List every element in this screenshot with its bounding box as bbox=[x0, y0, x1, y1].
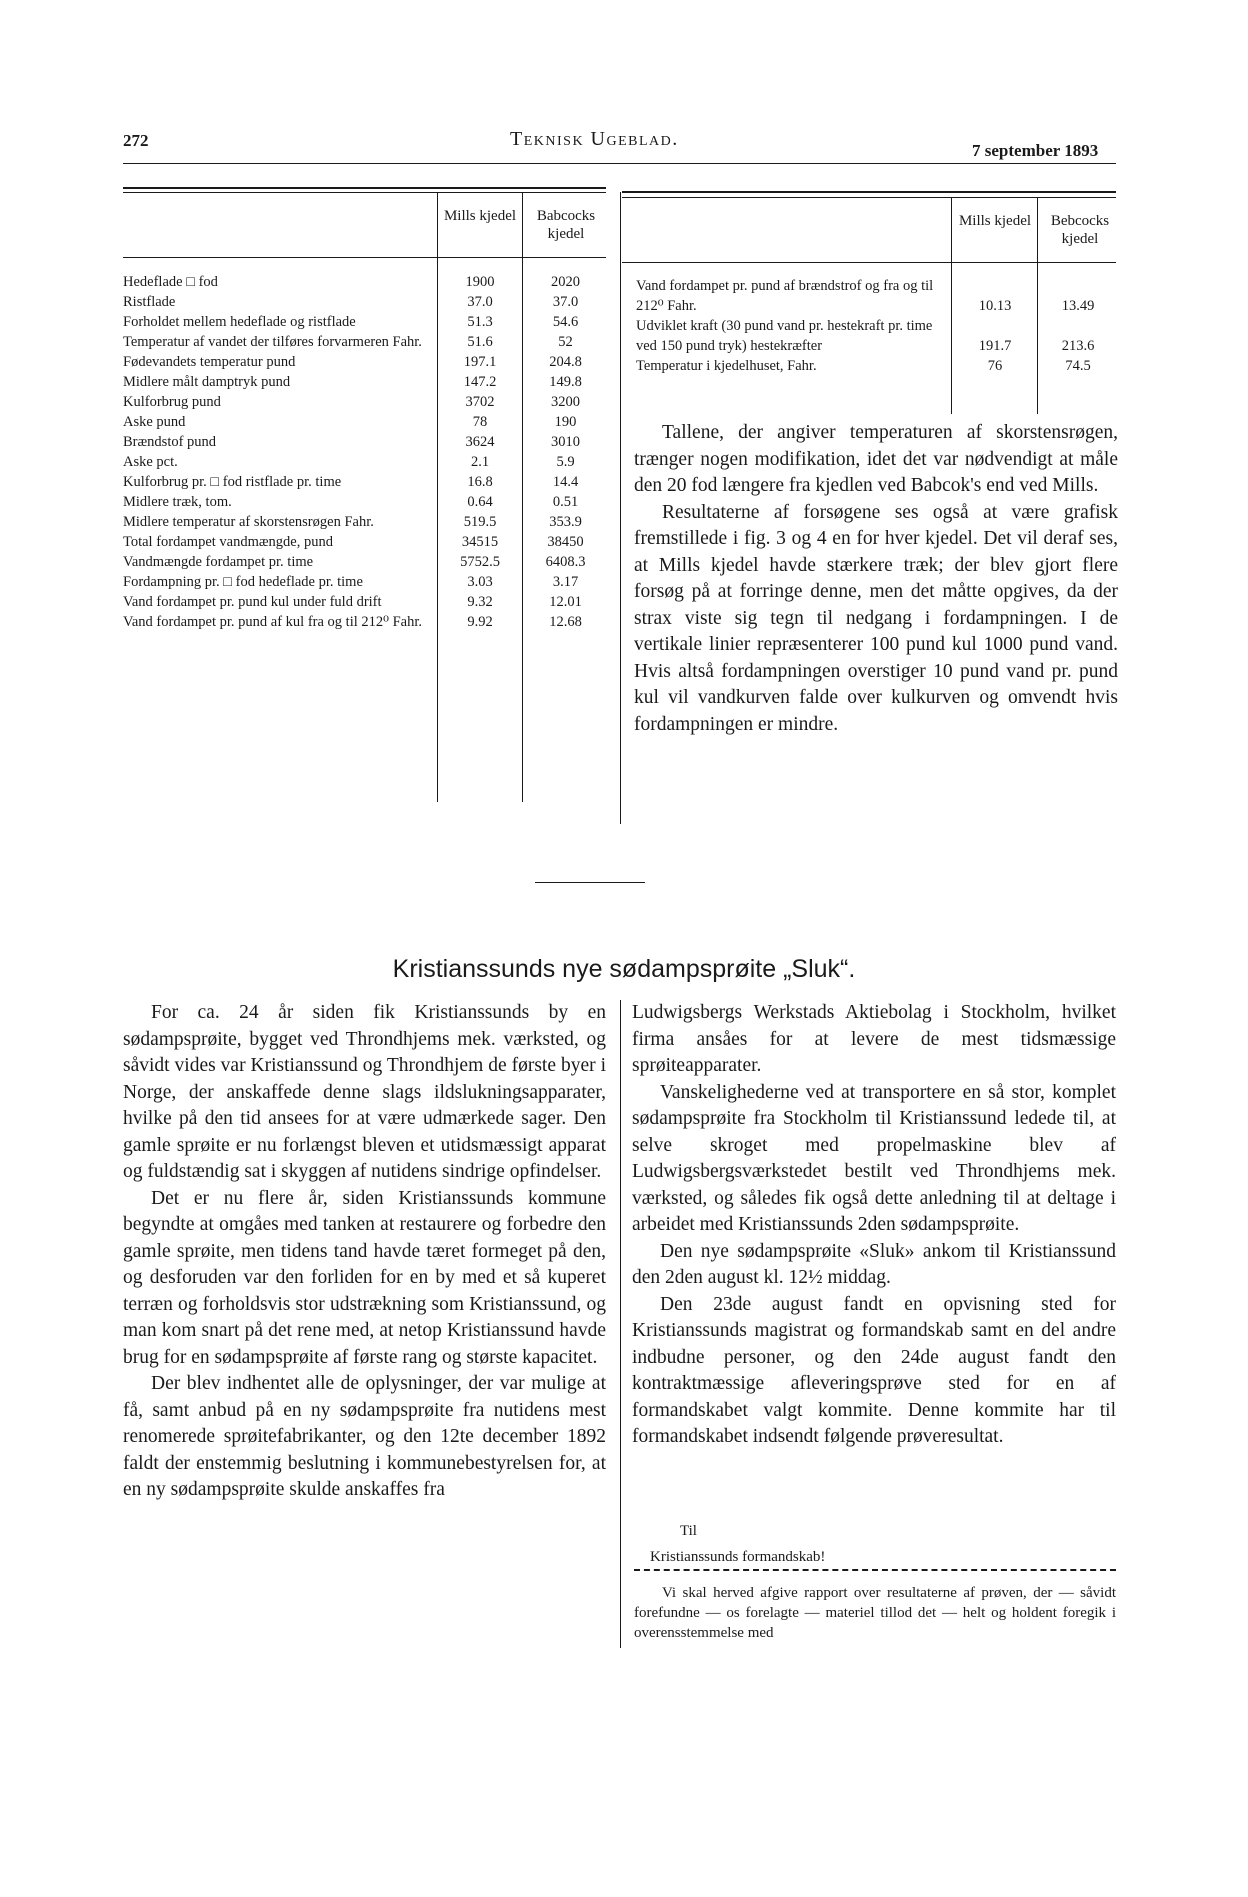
row-label: Forholdet mellem hedeflade og ristflade bbox=[123, 314, 356, 330]
mills-value: 197.1 bbox=[463, 354, 497, 370]
babcock-value: 13.49 bbox=[1061, 298, 1095, 314]
table-row bbox=[123, 432, 608, 452]
mills-value: 5752.5 bbox=[460, 554, 500, 570]
table-row bbox=[123, 552, 608, 572]
babcock-value: 3200 bbox=[551, 394, 580, 410]
row-label: Vandmængde fordampet pr. time bbox=[123, 554, 314, 570]
paragraph: Tallene, der angiver temperaturen af skorstensrøgen, trænger nogen modifikation, idet det var nødvendigt at måle den 20 fod længere fra kjedlen ved Babcok's end ved Mills. bbox=[634, 422, 1118, 496]
article-right-column bbox=[632, 1000, 1116, 1451]
babcock-value: 353.9 bbox=[549, 514, 582, 530]
babcock-value: 14.4 bbox=[552, 474, 579, 490]
paragraph: Ludwigsbergs Werkstads Aktiebolag i Stockholm, hvilket firma ansåes for at levere de mest tidsmæssige sprøiteapparater. bbox=[632, 1002, 1116, 1076]
left-table-top-rule-2 bbox=[123, 192, 606, 193]
row-label: Vand fordampet pr. pund kul under fuld drift bbox=[123, 594, 382, 610]
paragraph: Resultaterne af forsøgene ses også at være grafisk fremstillede i fig. 3 og 4 en for hver kjedel. Det vil deraf ses, at Mills kjedel havde stærkere træk; der blev gjort flere forsøg på at forringe denne, men det måtte opgives, da der strax viste sig tegn til nedgang i fordampningen. I de vertikale linier repræsenterer 100 pund kul 1000 pund vand. Hvis altså fordampningen overstiger 10 pund vand pr. pund kul vil vandkurven falde over kulkurven og omvendt hvis fordampningen er mindre. bbox=[634, 501, 1118, 735]
journal-title: Teknisk Ugeblad. bbox=[510, 128, 679, 150]
row-label: Ristflade bbox=[123, 294, 176, 310]
babcock-value: 74.5 bbox=[1065, 358, 1091, 374]
row-label: Total fordampet vandmængde, pund bbox=[123, 534, 333, 550]
row-label: Vand fordampet pr. pund af brændstrof og fra og til 212⁰ Fahr. bbox=[636, 278, 934, 314]
table-row bbox=[123, 272, 608, 292]
mills-value: 10.13 bbox=[978, 298, 1012, 314]
right-table bbox=[636, 276, 1118, 376]
table-row bbox=[123, 612, 608, 632]
mills-value: 519.5 bbox=[463, 514, 497, 530]
article-column-rule bbox=[620, 1000, 621, 1648]
table-row bbox=[123, 412, 608, 432]
babcock-value: 6408.3 bbox=[545, 554, 586, 570]
letter-addressee: Kristianssunds formandskab! bbox=[650, 1549, 826, 1565]
left-col-mills: Mills kjedel bbox=[443, 208, 517, 224]
section-separator bbox=[535, 882, 645, 883]
table-row bbox=[123, 332, 608, 352]
left-table bbox=[123, 272, 608, 632]
table-row bbox=[636, 316, 1118, 356]
mills-value: 9.92 bbox=[467, 614, 493, 630]
babcock-value: 190 bbox=[554, 414, 577, 430]
mills-value: 51.3 bbox=[467, 314, 493, 330]
babcock-value: 204.8 bbox=[549, 354, 582, 370]
row-label: Temperatur i kjedelhuset, Fahr. bbox=[636, 358, 817, 374]
mills-value: 34515 bbox=[461, 534, 499, 550]
row-label: Aske pund bbox=[123, 414, 186, 430]
mills-value: 16.8 bbox=[467, 474, 493, 490]
row-label: Aske pct. bbox=[123, 454, 178, 470]
babcock-value: 12.01 bbox=[549, 594, 582, 610]
babcock-value: 3010 bbox=[551, 434, 580, 450]
paragraph: Den 23de august fandt en opvisning sted for Kristianssunds magistrat og formandskab samt en del andre indbudne personer, og den 24de august fandt den kontraktmæssige afleveringsprøve sted for en af formandskabet valgt kommite. Denne kommite har til formandskabet indsendt følgende prøveresultat. bbox=[632, 1293, 1116, 1447]
paragraph: Vanskelighederne ved at transportere en så stor, komplet sødampsprøite fra Stockholm til Kristianssund ledede til, at selve skroget med propelmaskine blev af Ludwigsbergsværkstedet bestilt ved Throndhjems mek. værksted, og således fik også dette anledning til at deltage i arbeidet med Kristianssunds 2den sødampsprøite. bbox=[632, 1081, 1116, 1235]
table-row bbox=[123, 292, 608, 312]
babcock-value: 2020 bbox=[551, 274, 580, 290]
right-table-head-rule bbox=[622, 262, 1116, 263]
row-label: Udviklet kraft (30 pund vand pr. hestekraft pr. time ved 150 pund tryk) hestekræfter bbox=[636, 318, 933, 354]
mills-value: 3624 bbox=[465, 434, 495, 450]
babcock-value: 149.8 bbox=[549, 374, 582, 390]
right-column-rule bbox=[620, 192, 621, 824]
right-table-top-rule bbox=[622, 191, 1116, 193]
table-row bbox=[123, 532, 608, 552]
letter-dashed-rule bbox=[634, 1569, 1116, 1571]
table-row bbox=[123, 372, 608, 392]
left-table-top-rule bbox=[123, 187, 606, 189]
letter-text: Vi skal herved afgive rapport over resultaterne af prøven, der — såvidt forefundne — os forelagte — materiel tillod det — helt og holdent foregik i overensstemmelse med bbox=[634, 1585, 1116, 1641]
left-table-head-rule bbox=[123, 257, 606, 258]
table-row bbox=[123, 592, 608, 612]
row-label: Kulforbrug pund bbox=[123, 394, 221, 410]
table-row bbox=[636, 276, 1118, 316]
row-label: Hedeflade □ fod bbox=[123, 274, 218, 290]
article-left-column bbox=[123, 1000, 606, 1504]
right-col-mills: Mills kjedel bbox=[958, 213, 1032, 229]
mills-value: 3702 bbox=[465, 394, 495, 410]
row-label: Midlere træk, tom. bbox=[123, 494, 232, 510]
mills-value: 1900 bbox=[465, 274, 495, 290]
article-title: Kristianssunds nye sødampsprøite „Sluk“. bbox=[392, 955, 856, 983]
babcock-value: 52 bbox=[558, 334, 573, 350]
mills-value: 191.7 bbox=[978, 338, 1012, 354]
table-row bbox=[123, 352, 608, 372]
paragraph: Den nye sødampsprøite «Sluk» ankom til Kristianssund den 2den august kl. 12½ middag. bbox=[632, 1240, 1116, 1288]
table-row bbox=[123, 392, 608, 412]
mills-value: 51.6 bbox=[467, 334, 493, 350]
mills-value: 2.1 bbox=[470, 454, 490, 470]
mills-value: 9.32 bbox=[467, 594, 493, 610]
paragraph: Der blev indhentet alle de oplysninger, der var mulige at få, samt anbud på en ny sødampsprøite fra nutidens mest renomerede sprøitefabrikanter, og den 12te december 1892 faldt der enstemmig beslutning i kommunebestyrelsen for, at en ny sødampsprøite skulde anskaffes fra bbox=[123, 1373, 606, 1500]
row-label: Temperatur af vandet der tilføres forvarmeren Fahr. bbox=[123, 334, 422, 350]
header-rule bbox=[123, 163, 1116, 164]
mills-value: 78 bbox=[472, 414, 488, 430]
table-row bbox=[123, 312, 608, 332]
table-row bbox=[123, 452, 608, 472]
table-row bbox=[636, 356, 1118, 376]
row-label: Midlere målt damptryk pund bbox=[123, 374, 291, 390]
table-row bbox=[123, 472, 608, 492]
mills-value: 147.2 bbox=[463, 374, 497, 390]
row-label: Midlere temperatur af skorstensrøgen Fahr. bbox=[123, 514, 374, 530]
mills-value: 0.64 bbox=[467, 494, 493, 510]
right-col-bebcocks: Bebcocks kjedel bbox=[1050, 213, 1110, 247]
mills-value: 3.03 bbox=[467, 574, 493, 590]
babcock-value: 213.6 bbox=[1061, 338, 1095, 354]
page-number: 272 bbox=[123, 131, 149, 150]
row-label: Brændstof pund bbox=[123, 434, 217, 450]
row-label: Fordampning pr. □ fod hedeflade pr. time bbox=[123, 574, 363, 590]
row-label: Vand fordampet pr. pund af kul fra og til 212⁰ Fahr. bbox=[123, 614, 422, 630]
babcock-value: 5.9 bbox=[556, 454, 575, 470]
row-label: Fødevandets temperatur pund bbox=[123, 354, 296, 370]
issue-date: 7 september 1893 bbox=[972, 141, 1099, 160]
babcock-value: 54.6 bbox=[552, 314, 579, 330]
babcock-value: 37.0 bbox=[552, 294, 579, 310]
letter-to: Til bbox=[680, 1523, 697, 1539]
table-row bbox=[123, 512, 608, 532]
mills-value: 76 bbox=[987, 358, 1003, 374]
right-table-top-rule-2 bbox=[622, 197, 1116, 198]
row-label: Kulforbrug pr. □ fod ristflade pr. time bbox=[123, 474, 342, 490]
babcock-value: 3.17 bbox=[552, 574, 579, 590]
paragraph: For ca. 24 år siden fik Kristianssunds by en sødampsprøite, bygget ved Throndhjems mek. værksted, og såvidt vides var Kristianssund og Throndhjem de første byer i Norge, der anskaffede denne slags ildslukningsapparater, hvilke på den tid ansees for at være udmærkede sager. Den gamle sprøite er nu forlængst bleven et utidsmæssigt apparat og fuldstændig sat i skyggen af nutidens sindrige opfindelser. bbox=[123, 1002, 606, 1182]
babcock-value: 12.68 bbox=[549, 614, 582, 630]
mills-value: 37.0 bbox=[467, 294, 493, 310]
babcock-value: 0.51 bbox=[552, 494, 579, 510]
right-top-text bbox=[634, 420, 1118, 738]
table-row bbox=[123, 572, 608, 592]
babcock-value: 38450 bbox=[547, 534, 584, 550]
paragraph: Det er nu flere år, siden Kristianssunds kommune begyndte at omgåes med tanken at restaurere og forbedre den gamle sprøite, men tidens tand havde tæret formeget på den, og desforuden var den forliden for en by med et så kuperet terræn og forholdsvis stor udstrækning som Kristianssund, og man kom snart på det rene med, at netop Kristianssund havde brug for en sødampsprøite af første rang og største kapacitet. bbox=[123, 1187, 606, 1368]
left-col-babcocks: Babcocks kjedel bbox=[536, 208, 596, 242]
table-row bbox=[123, 492, 608, 512]
